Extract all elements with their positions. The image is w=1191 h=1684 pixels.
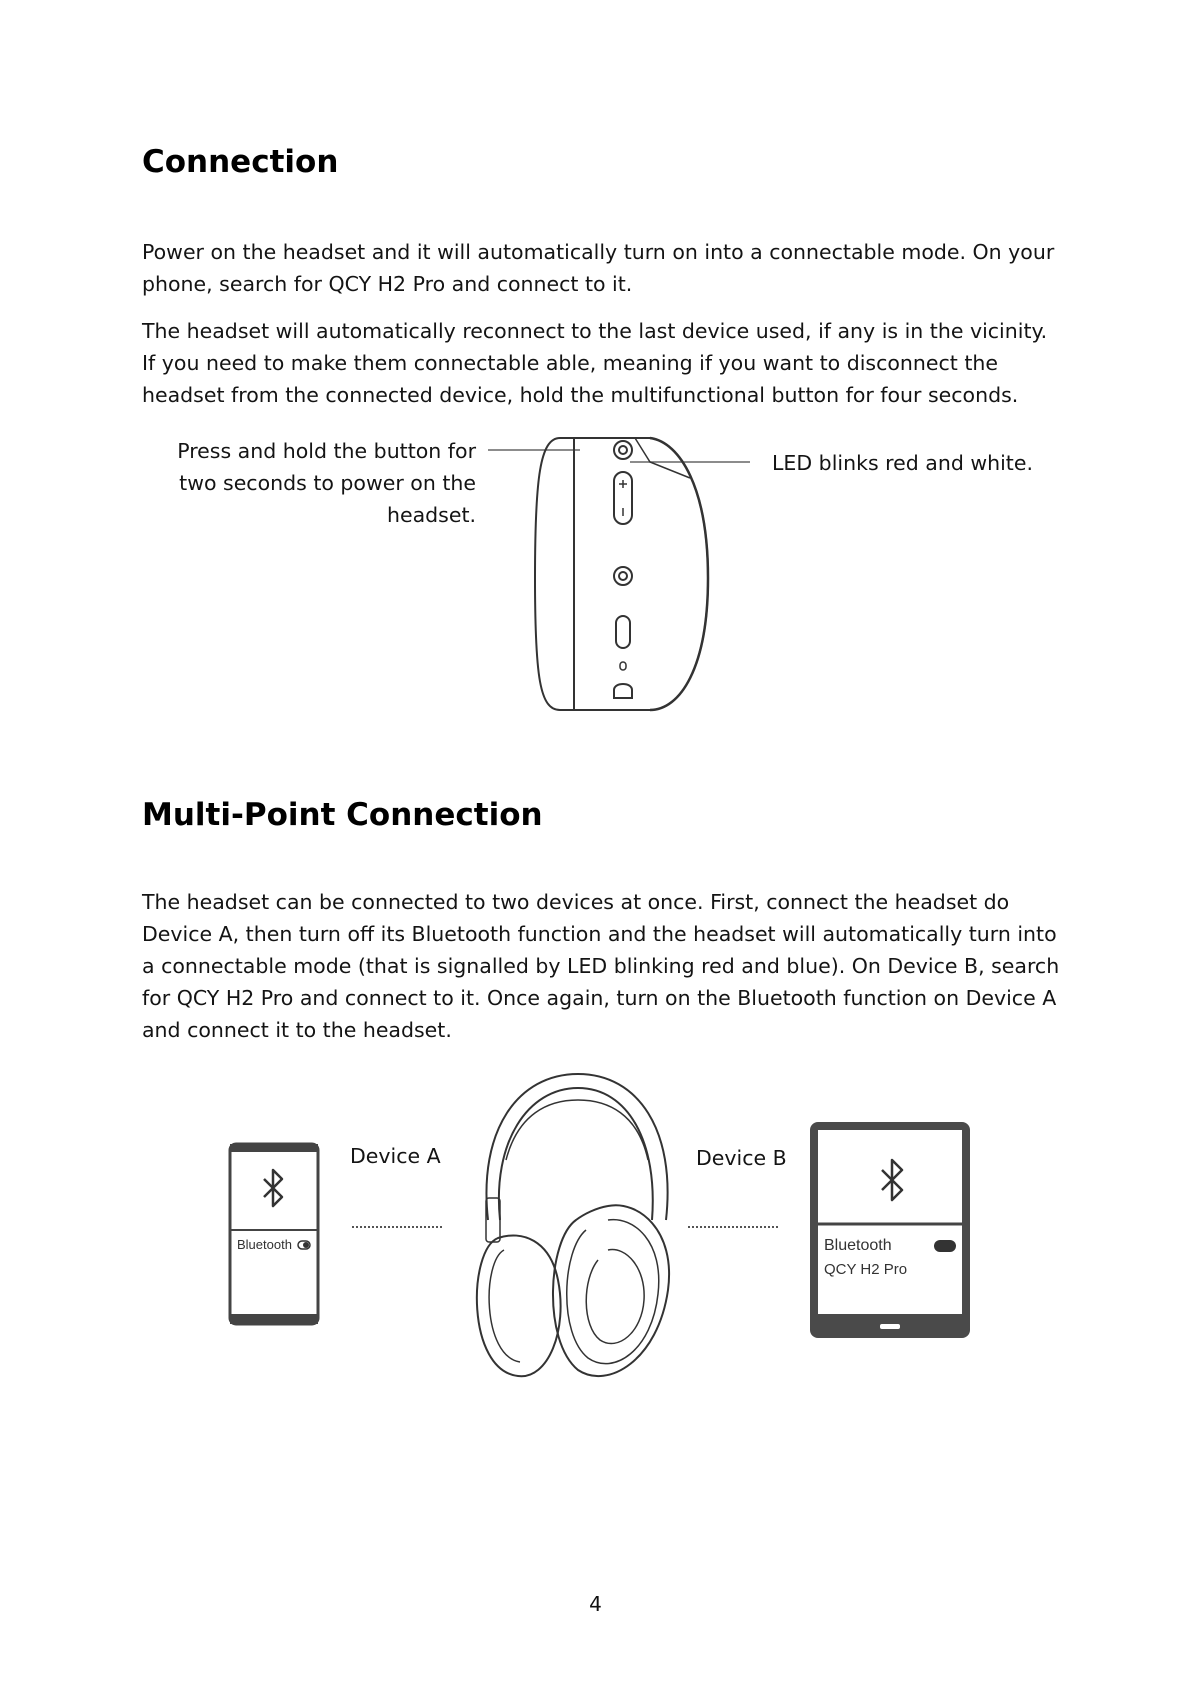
multipoint-paragraph: The headset can be connected to two devices at once. First, connect the headset do Device A, then turn off its Bluetooth function and the headset will automatically turn into a connectable mode (that is signalled by LED blinking red and blue). On Device B, search for QCY H2 Pro and connect to it. Once again, turn on the Bluetooth function on Device A and connect it to the headset. (142, 890, 1060, 1042)
phone-bluetooth-label: Bluetooth (237, 1237, 292, 1252)
volume-rocker-icon (614, 472, 632, 524)
tablet-device-name: QCY H2 Pro (824, 1261, 908, 1278)
power-on-caption: Press and hold the button for two seconds to power on the headset. (177, 439, 476, 527)
device-b-connection-line (688, 1226, 778, 1228)
connection-paragraph-1: Power on the headset and it will automatically turn on into a connectable mode. On your phone, search for QCY H2 Pro and connect to it. (142, 240, 1055, 296)
usb-c-port-icon (616, 616, 630, 648)
bottom-button-icon (614, 684, 632, 698)
earcup-side-illustration (480, 428, 760, 718)
device-b-tablet-illustration (808, 1120, 974, 1342)
headphones-illustration (458, 1070, 682, 1382)
device-a-phone-illustration (228, 1142, 322, 1328)
tablet-toggle-on-icon (934, 1240, 956, 1252)
audio-jack-icon (614, 567, 632, 585)
device-a-connection-line (352, 1226, 442, 1228)
tablet-home-button (880, 1324, 900, 1329)
right-earcup (553, 1205, 669, 1376)
multipoint-heading: Multi-Point Connection (142, 797, 543, 833)
page-number: 4 (589, 1592, 602, 1616)
tablet-bluetooth-label: Bluetooth (824, 1237, 892, 1254)
connection-heading: Connection (142, 144, 339, 180)
device-a-label: Device A (350, 1144, 441, 1168)
mic-hole-icon (620, 662, 626, 670)
power-button-icon (614, 441, 632, 459)
device-b-label: Device B (696, 1146, 787, 1170)
headband (486, 1074, 667, 1220)
connection-paragraph-2: The headset will automatically reconnect to the last device used, if any is in the vicinity. If you need to make them connectable able, meaning if you want to disconnect the headset from the connected device, hold the multifunctional button for four seconds. (142, 319, 1048, 407)
led-caption: LED blinks red and white. (772, 451, 1033, 475)
